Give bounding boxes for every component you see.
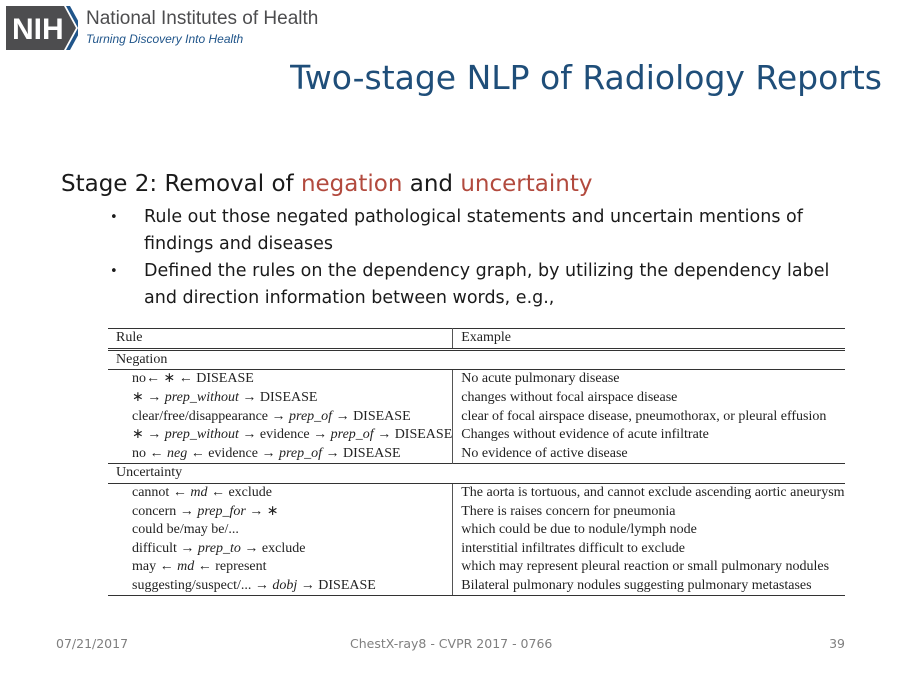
bullet-dot-icon: • [110,210,118,225]
rule-cell: could be/may be/... [108,521,453,540]
stage-prefix: Stage 2: Removal of [61,171,301,197]
table-row [108,540,845,559]
nih-badge [6,4,78,52]
stage-negation: negation [300,171,403,197]
org-tagline: Turning Discovery Into Health [86,32,244,46]
rule-cell: may ← md ← represent [108,558,453,577]
table-header-row [108,329,845,350]
stage-and: and [402,171,461,197]
example-cell: changes without focal airspace disease [461,390,678,406]
stage-heading [61,171,592,197]
rule-cell: difficult → prep_to → exclude [108,540,453,559]
rules-table [108,328,845,596]
table-row [108,445,845,464]
footer-center: ChestX-ray8 - CVPR 2017 - 0766 [350,636,553,651]
table-row [108,389,845,408]
rule-cell: no← ∗ ← DISEASE [108,370,453,389]
table-row [108,577,845,596]
example-cell: No evidence of active disease [461,445,628,461]
example-cell: The aorta is tortuous, and cannot exclude ascending aortic aneurysm [461,485,845,501]
logo-abbr: NIH [12,13,64,46]
section-name: Uncertainty [108,464,845,484]
section-row-uncertainty [108,464,845,484]
example-cell: which may represent pleural reaction or small pulmonary nodules [461,559,830,575]
example-cell: There is raises concern for pneumonia [461,503,676,519]
stage-uncertainty: uncertainty [460,171,593,197]
example-cell: clear of focal airspace disease, pneumothorax, or pleural effusion [461,408,827,424]
example-cell: interstitial infiltrates difficult to exclude [461,540,685,556]
nih-logo [6,4,318,52]
table-row [108,558,845,577]
bullet-dot-icon: • [110,264,118,279]
section-row-negation [108,349,845,370]
section-name: Negation [108,349,845,370]
header-example: Example [453,329,845,350]
rule-cell: concern → prep_for → ∗ [108,502,453,521]
rule-cell: clear/free/disappearance → prep_of → DISEASE [108,407,453,426]
org-name: National Institutes of Health [86,8,319,29]
bullet-text: Rule out those negated pathological statements and uncertain mentions of findings and diseases [144,207,803,254]
table-row [108,407,845,426]
rule-cell: ∗ → prep_without → DISEASE [108,389,453,408]
bullet-text: Defined the rules on the dependency graph, by utilizing the dependency label and direction information between words, e.g., [144,261,830,308]
page-number: 39 [829,636,845,651]
bullet-item [105,204,845,258]
table-row [108,370,845,389]
rule-cell: no ← neg ← evidence → prep_of → DISEASE [108,445,453,464]
table-row [108,502,845,521]
rule-cell: cannot ← md ← exclude [108,483,453,502]
example-cell: Bilateral pulmonary nodules suggesting pulmonary metastases [453,577,845,596]
table-row [108,426,845,445]
rule-cell: ∗ → prep_without → evidence → prep_of → DISEASE [108,426,453,445]
slide-title: Two-stage NLP of Radiology Reports [290,58,882,97]
bullet-list [105,204,845,312]
bullet-item [105,258,845,312]
rule-cell: suggesting/suspect/... → dobj → DISEASE [108,577,453,596]
example-cell: which could be due to nodule/lymph node [461,522,697,538]
header-rule: Rule [108,329,453,350]
example-cell: No acute pulmonary disease [461,371,620,387]
table-row [108,521,845,540]
table-row [108,483,845,502]
example-cell: Changes without evidence of acute infiltrate [461,427,709,443]
footer-date: 07/21/2017 [56,636,129,651]
